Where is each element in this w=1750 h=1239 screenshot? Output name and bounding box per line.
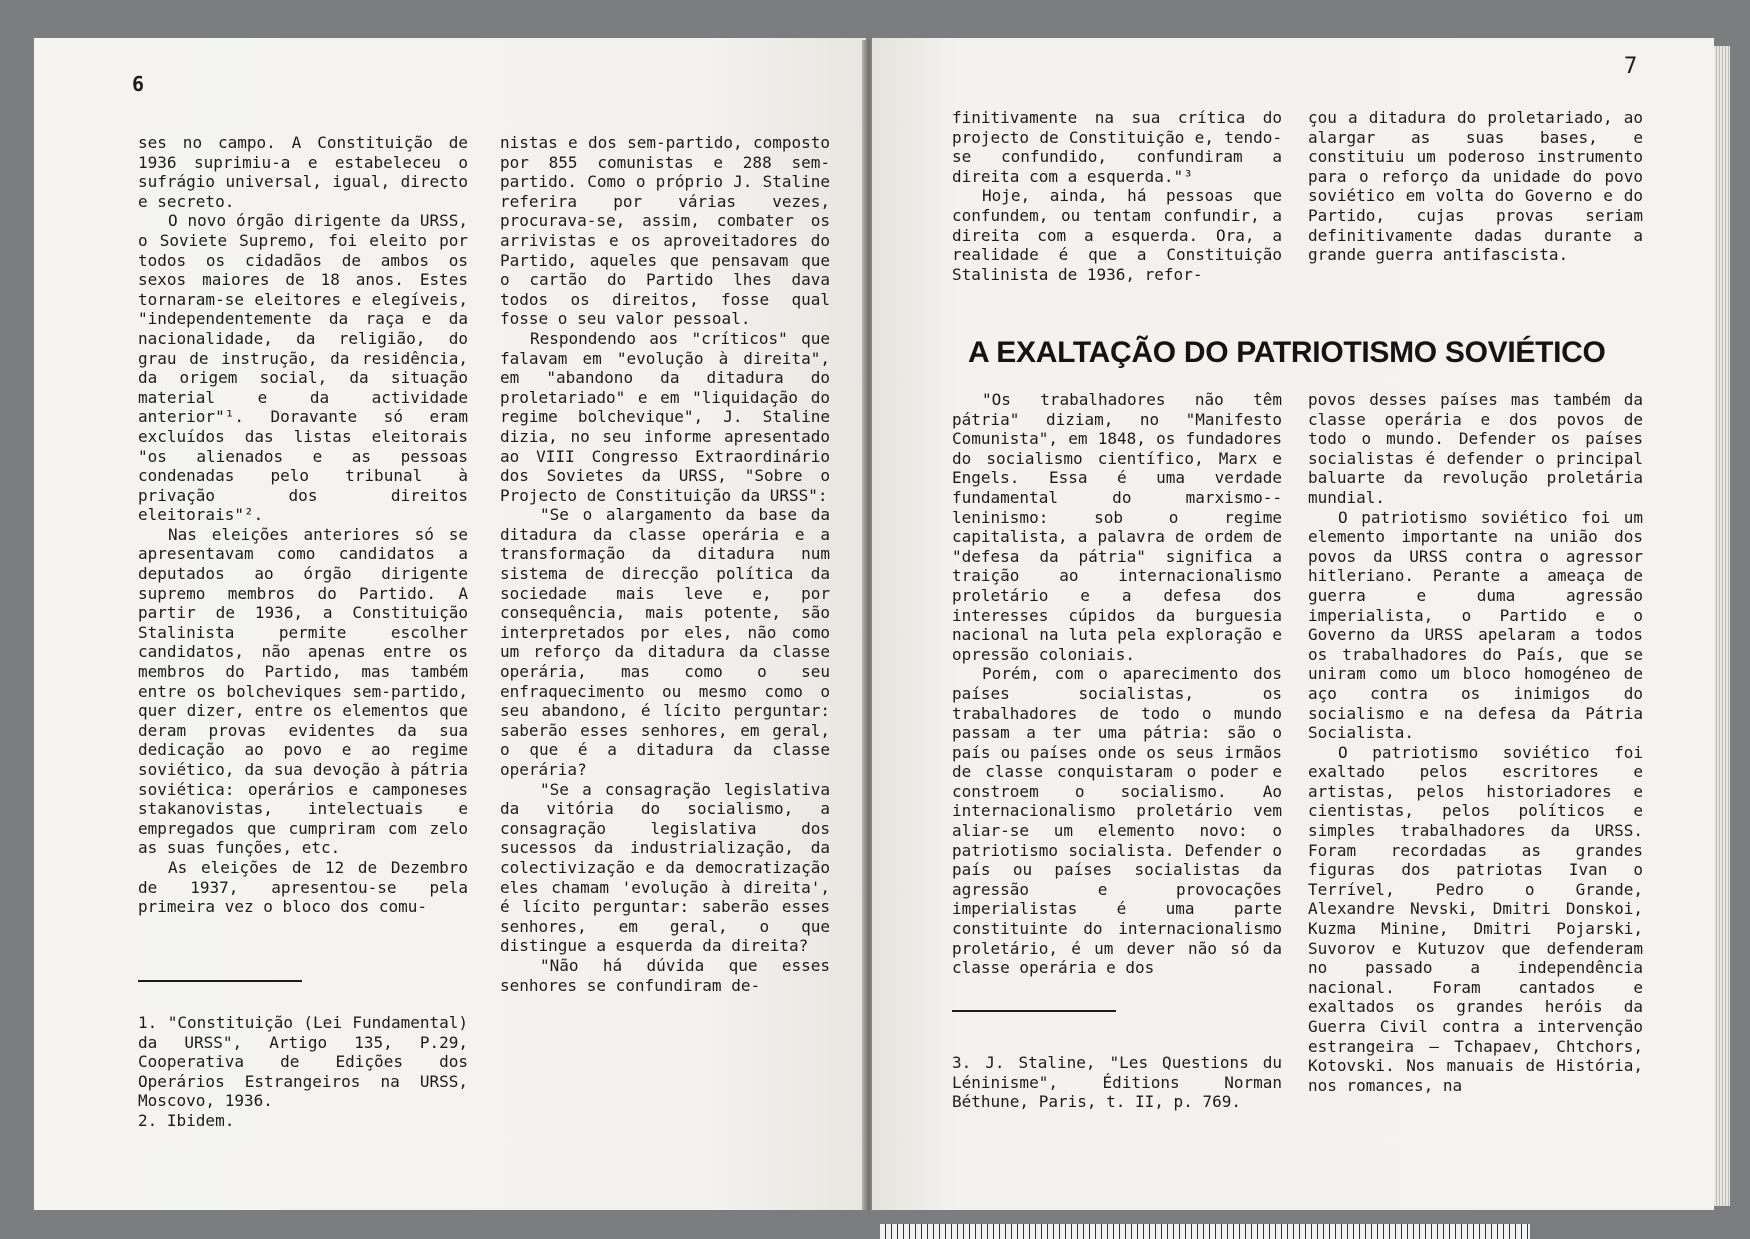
page-number: 7	[1624, 54, 1638, 79]
paragraph: "Os trabalhadores não têm pátria" diziam, no "Manifesto Comunista", em 1848, os fundadores do socialismo científico, Marx e Engels. Essa é uma verdade fundamental do marxismo--leninismo: sob o regime capitalista, a palavra de ordem de "defesa da pátria" significa a traição ao internacionalismo proletário e a defesa dos interesses cúpidos da burguesia nacional na luta pela exploração e opressão coloniais.	[952, 390, 1282, 664]
paragraph: O patriotismo soviético foi exaltado pelos escritores e artistas, pelos historiadores e cientistas, pelos políticos e simples trabalhadores da URSS. Foram recordadas as grandes figuras dos patriotas Ivan o Terrível, Pedro o Grande, Alexandre Nevski, Dmitri Donskoi, Kuzma Minine, Dmitri Pojarski, Suvorov e Kutuzov que defenderam no passado a independência nacional. Foram cantados e exaltados os grandes heróis da Guerra Civil contra a intervenção estrangeira — Tchapaev, Chtchors, Kotovski. Nos manuais de História, nos romances, na	[1308, 742, 1643, 1095]
paragraph: Porém, com o aparecimento dos países socialistas, os trabalhadores de todo o mundo passam a ter uma pátria: são o país ou países onde os seus irmãos de classe conquistaram o poder e constroem o socialismo. Ao internacionalismo proletário vem aliar-se um elemento novo: o patriotismo socialista. Defender o país ou países socialistas da agressão e provocações imperialistas é uma parte constituinte do internacionalismo proletário, é um dever não só da classe operária e dos	[952, 664, 1282, 978]
paragraph: povos desses países mas também da classe operária e dos povos de todo o mundo. Defender os países socialistas é defender o principal baluarte da revolução proletária mundial.	[1308, 390, 1643, 507]
paragraph: Nas eleições anteriores só se apresentavam como candidatos a deputados ao órgão dirigente supremo membros do Partido. A partir de 1936, a Constituição Stalinista permite escolher candidatos, não apenas entre os membros do Partido, mas também entre os bolcheviques sem-partido, quer dizer, entre os elementos que deram provas evidentes da sua dedicação ao povo e ao regime soviético, da sua devoção à pátria soviética: operários e camponeses stakanovistas, intelectuais e empregados que cumpriram com zelo as suas funções, etc.	[138, 524, 468, 858]
footnote-divider	[138, 980, 302, 982]
paragraph: O novo órgão dirigente da URSS, o Soviete Supremo, foi eleito por todos os cidadãos de ambos os sexos maiores de 18 anos. Estes tornaram-se eleitores e elegíveis, "independentemente da raça e da nacionalidade, da religião, do grau de instrução, da residência, da origem social, da situação material e da actividade anterior"¹. Doravante só eram excluídos das listas eleitorais "os alienados e as pessoas condenadas pelo tribunal à privação dos direitos eleitorais"².	[138, 211, 468, 525]
footnote: 3. J. Staline, "Les Questions du Léninisme", Éditions Norman Béthune, Paris, t. II, p. 769.	[952, 1053, 1282, 1112]
paragraph: finitivamente na sua crítica do projecto de Constituição e, tendo-se confundido, confundiram a direita com a esquerda."³	[952, 108, 1282, 186]
text-column-2	[1308, 108, 1643, 353]
footnote-divider	[952, 1010, 1116, 1012]
paragraph: Respondendo aos "críticos" que falavam em "evolução à direita", em "abandono da ditadura do proletariado" e em "liquidação do regime bolchevique", J. Staline dizia, no seu informe apresentado ao VIII Congresso Extraordinário dos Sovietes da URSS, "Sobre o Projecto de Constituição da URSS":	[500, 328, 830, 505]
right-page	[872, 38, 1714, 1210]
footnotes	[952, 1053, 1282, 1112]
footnote: 2. Ibidem.	[138, 1110, 235, 1130]
text-column-4	[1308, 390, 1643, 1160]
text-column-1	[952, 108, 1282, 353]
paragraph: As eleições de 12 de Dezembro de 1937, apresentou-se pela primeira vez o bloco dos comu-	[138, 857, 468, 917]
footnote: 1. "Constituição (Lei Fundamental) da URSS", Artigo 135, P.29, Cooperativa de Edições dos Operários Estrangeiros na URSS, Moscovo, 1936.	[138, 1013, 468, 1111]
paragraph: Hoje, ainda, há pessoas que confundem, ou tentam confundir, a direita com a esquerda. Ora, a realidade é que a Constituição Stalinista de 1936, refor-	[952, 186, 1282, 284]
footnotes	[138, 1013, 468, 1131]
section-title: A EXALTAÇÃO DO PATRIOTISMO SOVIÉTICO	[968, 336, 1606, 369]
left-page	[34, 38, 866, 1210]
paragraph: ses no campo. A Constituição de 1936 suprimiu-a e estabeleceu o sufrágio universal, igual, directo e secreto.	[138, 133, 468, 211]
text-column-2	[500, 133, 830, 1173]
quote-paragraph: "Não há dúvida que esses senhores se confundiram de-	[500, 955, 830, 995]
scale-ruler	[880, 1224, 1530, 1239]
quote-paragraph: "Se o alargamento da base da ditadura da classe operária e a transformação da ditadura num sistema de direcção política da sociedade mais leve e, por consequência, mais potente, são interpretados por eles, não como um reforço da ditadura da classe operária, mas como o seu enfraquecimento ou mesmo como o seu abandono, é lícito perguntar: saberão esses senhores, em geral, o que é a ditadura da classe operária?	[500, 505, 830, 779]
paragraph: O patriotismo soviético foi um elemento importante na união dos povos da URSS contra o agressor hitleriano. Perante a ameaça de guerra e duma agressão imperialista, o Partido e o Governo da URSS apelaram a todos os trabalhadores do País, que se uniram como um bloco homogéneo de aço contra os inimigos do socialismo e na defesa da Pátria Socialista.	[1308, 507, 1643, 743]
page-number: 6	[132, 72, 145, 96]
quote-paragraph: "Se a consagração legislativa da vitória do socialismo, a consagração legislativa dos sucessos da industrialização, da colectivização e da democratização eles chamam 'evolução à direita', é lícito perguntar: saberão esses senhores, em geral, o que distingue a esquerda da direita?	[500, 779, 830, 956]
text-column-3	[952, 390, 1282, 1030]
paragraph: nistas e dos sem-partido, composto por 855 comunistas e 288 sem-partido. Como o próprio J. Staline referira por várias vezes, procurava-se, assim, combater os arrivistas e os aproveitadores do Partido, aqueles que pensavam que o cartão do Partido lhes dava todos os direitos, fosse qual fosse o seu valor pessoal.	[500, 133, 830, 329]
paragraph: çou a ditadura do proletariado, ao alargar as suas bases, e constituiu um poderoso instrumento para o reforço da unidade do povo soviético em volta do Governo e do Partido, cujas provas seriam definitivamente dadas durante a grande guerra antifascista.	[1308, 108, 1643, 265]
page-edges	[1714, 46, 1730, 1206]
text-column-1	[138, 133, 468, 983]
